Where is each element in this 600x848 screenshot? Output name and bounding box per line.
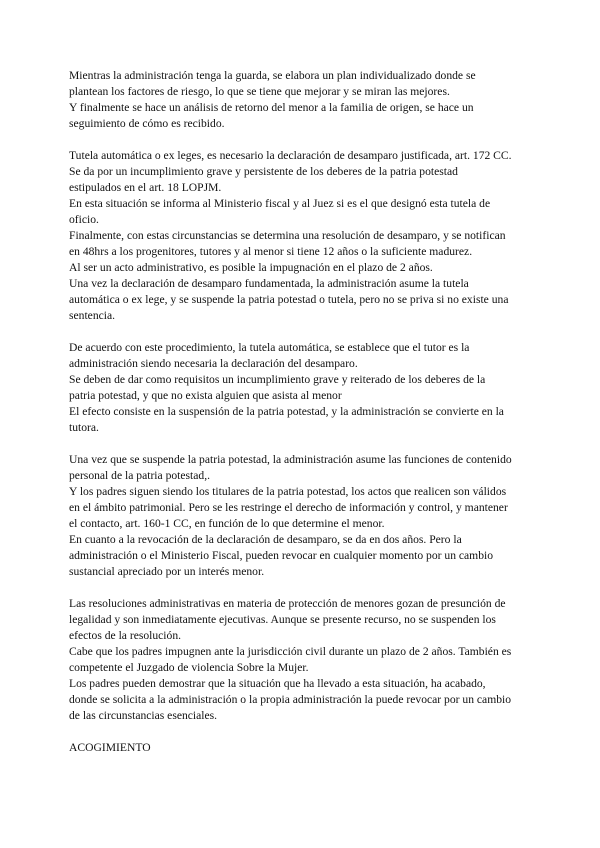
- text-line: sustancial apreciado por un interés menor.: [69, 565, 265, 578]
- text-line: Cabe que los padres impugnen ante la jurisdicción civil durante un plazo de 2 años. También es: [69, 645, 512, 658]
- paragraph: [69, 596, 539, 724]
- text-line: en 48hrs a los progenitores, tutores y al menor si tiene 12 años o la suficiente madurez.: [69, 245, 473, 258]
- paragraph: [69, 68, 539, 132]
- text-line: administración o el Ministerio Fiscal, pueden revocar en cualquier momento por un cambio: [69, 549, 494, 562]
- paragraph: [69, 452, 539, 580]
- text-line: Una vez la declaración de desamparo fundamentada, la administración asume la tutela: [69, 277, 469, 290]
- text-line: en el ámbito patrimonial. Pero se les restringe el derecho de información y control, y mantener: [69, 501, 508, 514]
- text-line: oficio.: [69, 213, 99, 226]
- paragraph: [69, 148, 539, 324]
- text-line: efectos de la resolución.: [69, 629, 182, 642]
- text-line: competente el Juzgado de violencia Sobre la Mujer.: [69, 661, 309, 674]
- text-line: tutora.: [69, 421, 99, 434]
- text-line: estipulados en el art. 18 LOPJM.: [69, 181, 222, 194]
- text-line: patria potestad, y que no exista alguien que asista al menor: [69, 389, 342, 402]
- text-line: Una vez que se suspende la patria potestad, la administración asume las funciones de contenido: [69, 453, 512, 466]
- text-line: sentencia.: [69, 309, 116, 322]
- text-line: Los padres pueden demostrar que la situación que ha llevado a esta situación, ha acabado,: [69, 677, 486, 690]
- text-line: Finalmente, con estas circunstancias se determina una resolución de desamparo, y se notifican: [69, 229, 506, 242]
- text-line: el contacto, art. 160-1 CC, en función de lo que determine el menor.: [69, 517, 385, 530]
- document-body: [69, 68, 539, 756]
- paragraph-list: [69, 68, 539, 724]
- text-line: legalidad y son inmediatamente ejecutivas. Aunque se presente recurso, no se suspenden los: [69, 613, 496, 626]
- text-line: automática o ex lege, y se suspende la patria potestad o tutela, pero no se priva si no existe una: [69, 293, 509, 306]
- paragraph: [69, 340, 539, 436]
- text-line: Al ser un acto administrativo, es posible la impugnación en el plazo de 2 años.: [69, 261, 433, 274]
- text-line: personal de la patria potestad,.: [69, 469, 211, 482]
- text-line: Y los padres siguen siendo los titulares de la patria potestad, los actos que realicen son válidos: [69, 485, 507, 498]
- text-line: de las circunstancias esenciales.: [69, 709, 218, 722]
- text-line: Mientras la administración tenga la guarda, se elabora un plan individualizado donde se: [69, 69, 476, 82]
- text-line: seguimiento de cómo es recibido.: [69, 117, 225, 130]
- text-line: Las resoluciones administrativas en materia de protección de menores gozan de presunción de: [69, 597, 506, 610]
- section-heading: ACOGIMIENTO: [69, 741, 151, 754]
- text-line: De acuerdo con este procedimiento, la tutela automática, se establece que el tutor es la: [69, 341, 470, 354]
- text-line: plantean los factores de riesgo, lo que se tiene que mejorar y se miran las mejores.: [69, 85, 450, 98]
- text-line: En cuanto a la revocación de la declaración de desamparo, se da en dos años. Pero la: [69, 533, 462, 546]
- text-line: El efecto consiste en la suspensión de la patria potestad, y la administración se convierte en la: [69, 405, 504, 418]
- text-line: Se da por un incumplimiento grave y persistente de los deberes de la patria potestad: [69, 165, 458, 178]
- text-line: donde se solicita a la administración o la propia administración la puede revocar por un cambio: [69, 693, 512, 706]
- text-line: Tutela automática o ex leges, es necesario la declaración de desamparo justificada, art. 172 CC.: [69, 149, 512, 162]
- text-line: Se deben de dar como requisitos un incumplimiento grave y reiterado de los deberes de la: [69, 373, 486, 386]
- text-line: En esta situación se informa al Ministerio fiscal y al Juez si es el que designó esta tutela de: [69, 197, 491, 210]
- text-line: administración siendo necesaria la declaración del desamparo.: [69, 357, 358, 370]
- text-line: Y finalmente se hace un análisis de retorno del menor a la familia de origen, se hace un: [69, 101, 474, 114]
